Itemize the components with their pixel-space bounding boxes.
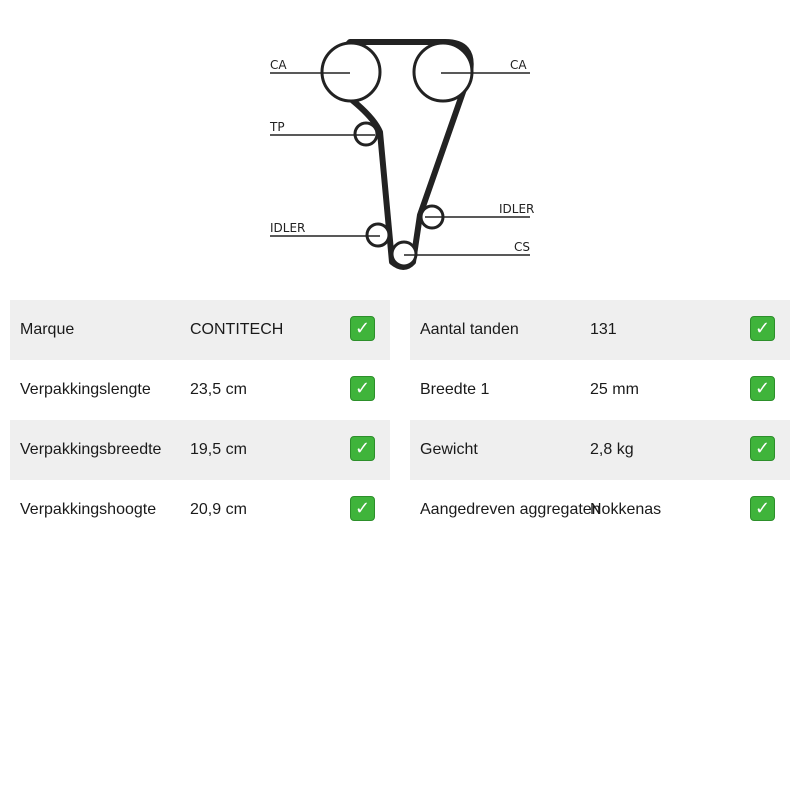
spec-table-right bbox=[410, 300, 790, 540]
spec-label: Verpakkingslengte bbox=[20, 381, 151, 398]
spec-value: CONTITECH bbox=[190, 321, 284, 338]
spec-row bbox=[10, 480, 390, 540]
label-cs: CS bbox=[514, 240, 530, 254]
spec-label: Verpakkingshoogte bbox=[20, 501, 157, 518]
spec-label: Breedte 1 bbox=[420, 381, 490, 398]
check-mark-icon: ✓ bbox=[350, 496, 375, 521]
check-mark-icon: ✓ bbox=[750, 376, 775, 401]
spec-table-left bbox=[10, 300, 390, 540]
timing-belt-diagram bbox=[0, 0, 800, 290]
spec-label: Aangedreven aggregaten bbox=[420, 501, 601, 518]
spec-row bbox=[410, 300, 790, 360]
spec-label: Marque bbox=[20, 321, 75, 338]
pulley-ca-left bbox=[322, 43, 380, 101]
spec-value: 131 bbox=[590, 321, 617, 338]
spec-value: 20,9 cm bbox=[190, 501, 247, 518]
check-mark-icon: ✓ bbox=[350, 376, 375, 401]
spec-label: Verpakkingsbreedte bbox=[20, 441, 162, 458]
label-ca-right: CA bbox=[510, 58, 527, 72]
spec-value: 23,5 cm bbox=[190, 381, 247, 398]
belt-routing-svg bbox=[0, 0, 800, 290]
check-mark-icon: ✓ bbox=[750, 496, 775, 521]
spec-row bbox=[10, 420, 390, 480]
spec-row bbox=[410, 360, 790, 420]
label-idler-left: IDLER bbox=[270, 221, 306, 235]
check-mark-icon: ✓ bbox=[750, 436, 775, 461]
spec-row bbox=[410, 420, 790, 480]
pulley-ca-right bbox=[414, 43, 472, 101]
label-idler-right: IDLER bbox=[499, 202, 535, 216]
label-tp: TP bbox=[270, 120, 285, 134]
check-mark-icon: ✓ bbox=[350, 316, 375, 341]
check-mark-icon: ✓ bbox=[350, 436, 375, 461]
spec-value: 25 mm bbox=[590, 381, 639, 398]
check-mark-icon: ✓ bbox=[750, 316, 775, 341]
pulley-cs bbox=[392, 242, 416, 266]
pulley-idler-left bbox=[367, 224, 389, 246]
spec-value: 19,5 cm bbox=[190, 441, 247, 458]
spec-row bbox=[10, 360, 390, 420]
label-ca-left: CA bbox=[270, 58, 287, 72]
spec-label: Aantal tanden bbox=[420, 321, 519, 338]
spec-value: Nokkenas bbox=[590, 501, 662, 518]
spec-value: 2,8 kg bbox=[590, 441, 634, 458]
spec-row bbox=[410, 480, 790, 540]
pulley-tp bbox=[355, 123, 377, 145]
spec-label: Gewicht bbox=[420, 441, 478, 458]
spec-row bbox=[10, 300, 390, 360]
